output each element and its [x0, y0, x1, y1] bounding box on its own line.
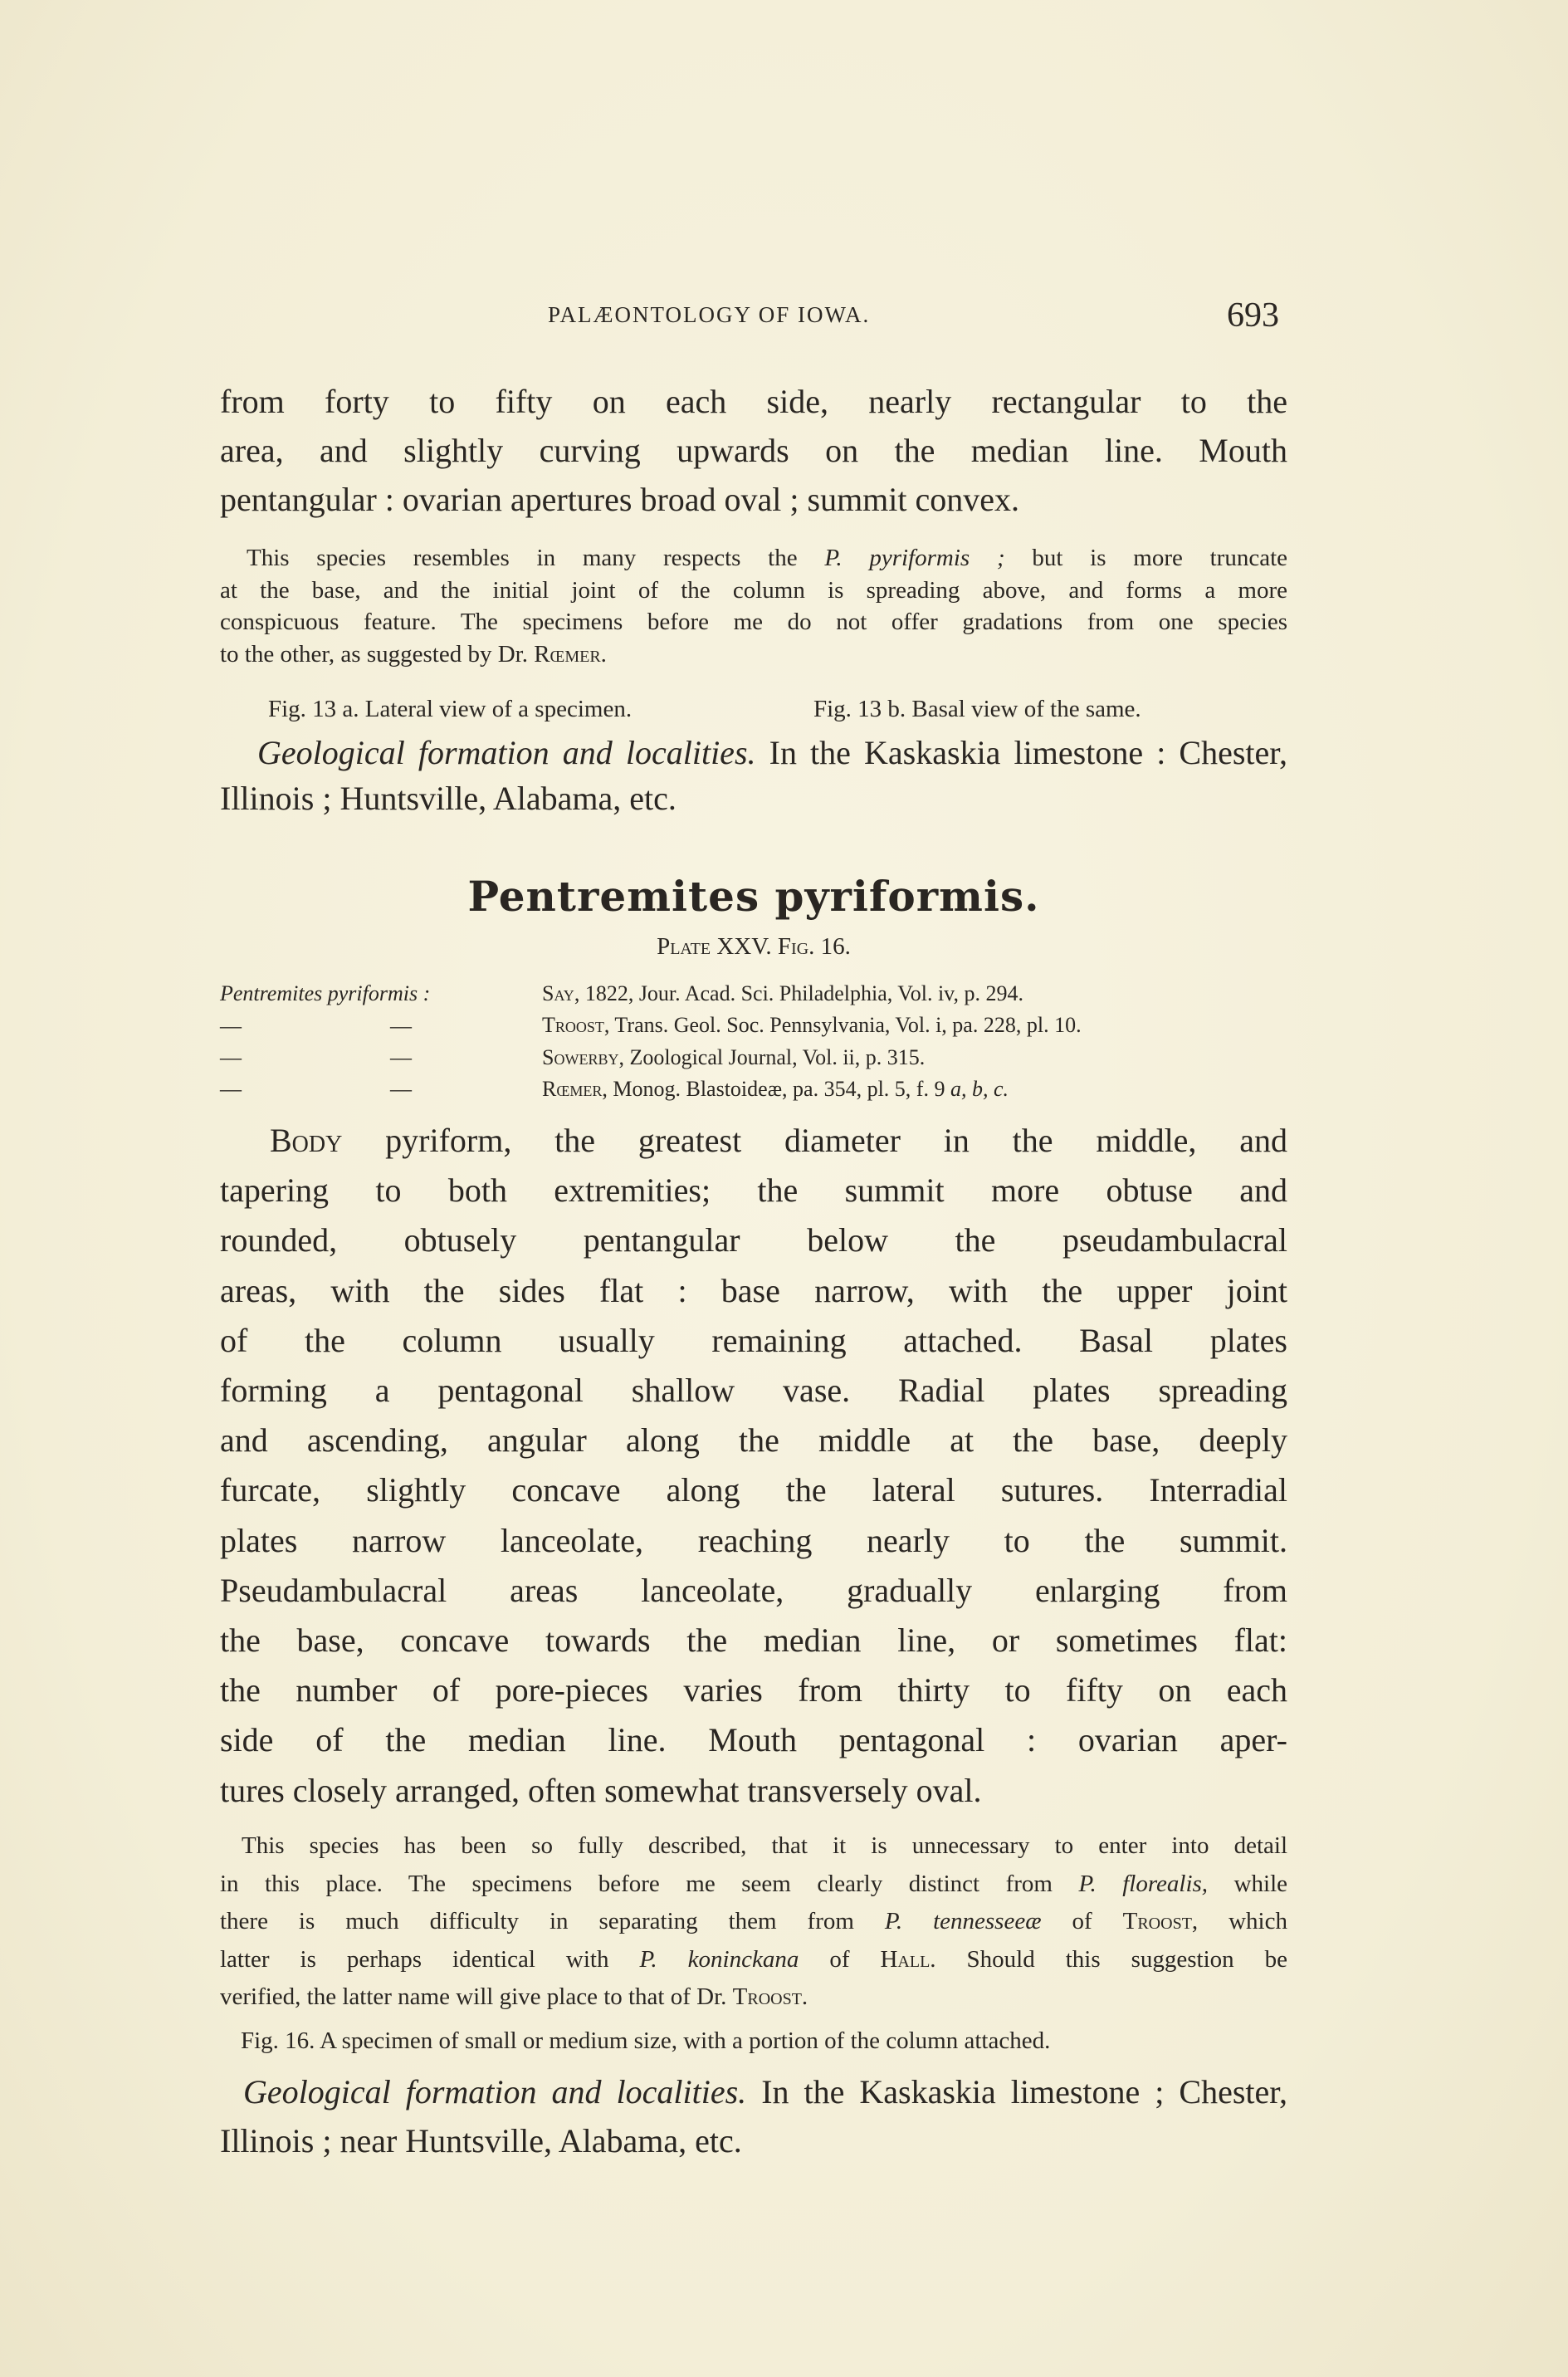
figure-caption-13a: Fig. 13 a. Lateral view of a specimen. — [268, 696, 633, 722]
text-run: Rœmer — [542, 1076, 603, 1101]
note-line — [220, 574, 1287, 607]
description-line — [220, 1467, 1287, 1514]
text-run: In the Kaskaskia limestone : Chester, — [755, 734, 1288, 771]
text-run: the base, concave towards the median line, or sometimes flat: — [220, 1621, 1287, 1659]
description-line — [220, 1167, 1287, 1214]
description-line — [220, 1367, 1287, 1414]
text-run: forming a pentagonal shallow vase. Radial plates spreading — [220, 1372, 1287, 1409]
ditto-dash: — — [390, 1077, 412, 1101]
localities-line — [220, 2118, 1287, 2164]
text-run: there is much difficulty in separating them from — [220, 1908, 885, 1935]
text-run: the number of pore-pieces varies from thirty to fifty on each — [220, 1671, 1287, 1709]
text-run: but is more truncate — [1004, 545, 1288, 571]
text-run: Illinois ; Huntsville, Alabama, etc. — [220, 780, 677, 817]
description-line — [220, 1318, 1287, 1364]
localities-line — [243, 2069, 1287, 2115]
note-line — [220, 638, 1287, 671]
text-run: P. pyriformis ; — [824, 545, 1005, 571]
localities-line — [220, 775, 1287, 822]
description-line — [220, 1768, 1287, 1814]
page-number: 693 — [1227, 296, 1279, 335]
text-run: Sowerby — [542, 1044, 619, 1069]
description-line — [220, 1217, 1287, 1264]
paragraph-line — [220, 477, 1287, 523]
text-run: Troost — [542, 1013, 604, 1038]
plate-reference: Plate XXV. Fig. 16. — [657, 933, 851, 960]
note-line — [220, 1867, 1287, 1900]
description-line — [220, 1667, 1287, 1714]
description-line — [220, 1518, 1287, 1564]
text-run: a, b, c. — [950, 1076, 1009, 1101]
running-header: PALÆONTOLOGY OF IOWA. — [548, 302, 871, 327]
text-run: . Should this suggestion be — [930, 1945, 1287, 1973]
text-run: , Trans. Geol. Soc. Pennsylvania, Vol. i, pa. 228, pl. 10. — [603, 1013, 1082, 1038]
text-run: , Zoological Journal, Vol. ii, p. 315. — [618, 1044, 926, 1069]
text-run: plates narrow lanceolate, reaching nearly to the summit. — [220, 1521, 1287, 1559]
synonymy-reference — [542, 979, 1023, 1009]
text-run: P. koninckana — [639, 1945, 799, 1973]
text-run: of the column usually remaining attached. Basal plates — [220, 1321, 1287, 1359]
ditto-dash: — — [220, 1045, 242, 1069]
text-run: pentangular : ovarian apertures broad oval ; summit convex. — [220, 481, 1020, 518]
text-run: and ascending, angular along the middle at the base, deeply — [220, 1421, 1287, 1460]
note-line — [242, 1829, 1287, 1862]
text-run: side of the median line. Mouth pentagonal : ovarian aper- — [220, 1721, 1287, 1759]
synonymy-name: Pentremites pyriformis : — [220, 981, 431, 1005]
text-run: while — [1208, 1870, 1287, 1897]
text-run: at the base, and the initial joint of the column is spreading above, and forms a more — [220, 576, 1287, 604]
note-line — [247, 541, 1287, 575]
text-run: Troost — [732, 1983, 802, 2011]
text-run: furcate, slightly concave along the lateral sutures. Interradial — [220, 1471, 1287, 1509]
note-line — [220, 1943, 1287, 1976]
text-run: in this place. The specimens before me seem clearly distinct from — [220, 1870, 1079, 1897]
synonymy-reference — [542, 1010, 1082, 1040]
figure-caption-16: Fig. 16. A specimen of small or medium size, with a portion of the column attached. — [241, 2027, 1051, 2054]
figure-caption-13b: Fig. 13 b. Basal view of the same. — [813, 696, 1141, 722]
text-run: areas, with the sides flat : base narrow, with the upper joint — [220, 1271, 1287, 1309]
text-run: , which — [1191, 1908, 1287, 1935]
note-line — [220, 605, 1287, 638]
text-run: area, and slightly curving upwards on the median line. Mouth — [220, 432, 1287, 469]
description-line — [220, 1617, 1287, 1664]
text-run: latter is perhaps identical with — [220, 1945, 640, 1973]
ditto-dash: — — [390, 1045, 412, 1069]
text-run: Say — [542, 981, 574, 1005]
description-line — [220, 1717, 1287, 1763]
text-run: P. tennesseeæ — [884, 1908, 1042, 1935]
text-run: P. florealis, — [1078, 1870, 1209, 1897]
text-run: of — [1041, 1908, 1123, 1935]
text-run: Hall — [880, 1945, 931, 1973]
text-run: tures closely arranged, often somewhat transversely oval. — [220, 1771, 982, 1809]
localities-line — [257, 730, 1287, 776]
text-run: , 1822, Jour. Acad. Sci. Philadelphia, Vol. iv, p. 294. — [574, 981, 1023, 1005]
text-run: Illinois ; near Huntsville, Alabama, etc. — [220, 2122, 742, 2159]
text-run: conspicuous feature. The specimens before me do not offer gradations from one species — [220, 609, 1287, 635]
description-line — [270, 1118, 1287, 1164]
text-run: Pseudambulacral areas lanceolate, gradually enlarging from — [220, 1571, 1287, 1609]
description-line — [220, 1417, 1287, 1464]
text-run: Troost — [1122, 1908, 1192, 1935]
description-line — [220, 1268, 1287, 1314]
note-line — [220, 1980, 1287, 2013]
text-run: of — [799, 1945, 881, 1973]
text-run: to the other, as suggested by Dr. — [220, 640, 535, 668]
text-run: This species has been so fully described, that it is unnecessary to enter into detail — [242, 1832, 1287, 1859]
text-run: pyriform, the greatest diameter in the middle, and — [342, 1122, 1287, 1159]
text-run: Geological formation and localities. — [257, 734, 756, 771]
text-run: rounded, obtusely pentangular below the pseudambulacral — [220, 1221, 1287, 1259]
text-run: , Monog. Blastoideæ, pa. 354, pl. 5, f. 9 — [602, 1076, 950, 1101]
note-line — [220, 1905, 1287, 1938]
text-run: This species resembles in many respects the — [247, 545, 825, 571]
synonymy-reference — [542, 1074, 1009, 1104]
text-run: Rœmer — [534, 640, 601, 668]
text-run: Geological formation and localities. — [243, 2073, 747, 2110]
text-run: In the Kaskaskia limestone ; Chester, — [746, 2073, 1288, 2110]
synonymy-reference — [542, 1043, 925, 1073]
ditto-dash: — — [220, 1077, 242, 1101]
paragraph-line — [220, 379, 1287, 425]
text-run: tapering to both extremities; the summit more obtuse and — [220, 1171, 1287, 1210]
text-run: verified, the latter name will give place to that of Dr. — [220, 1983, 733, 2011]
text-run: from forty to fifty on each side, nearly rectangular to the — [220, 383, 1287, 420]
species-heading: Pentremites pyriformis. — [467, 872, 1040, 921]
description-line — [220, 1568, 1287, 1614]
paragraph-line — [220, 428, 1287, 474]
text-run: Body — [270, 1122, 343, 1159]
text-run: . — [801, 1983, 808, 2011]
text-run: . — [600, 640, 607, 668]
ditto-dash: — — [220, 1014, 242, 1038]
ditto-dash: — — [390, 1014, 412, 1038]
